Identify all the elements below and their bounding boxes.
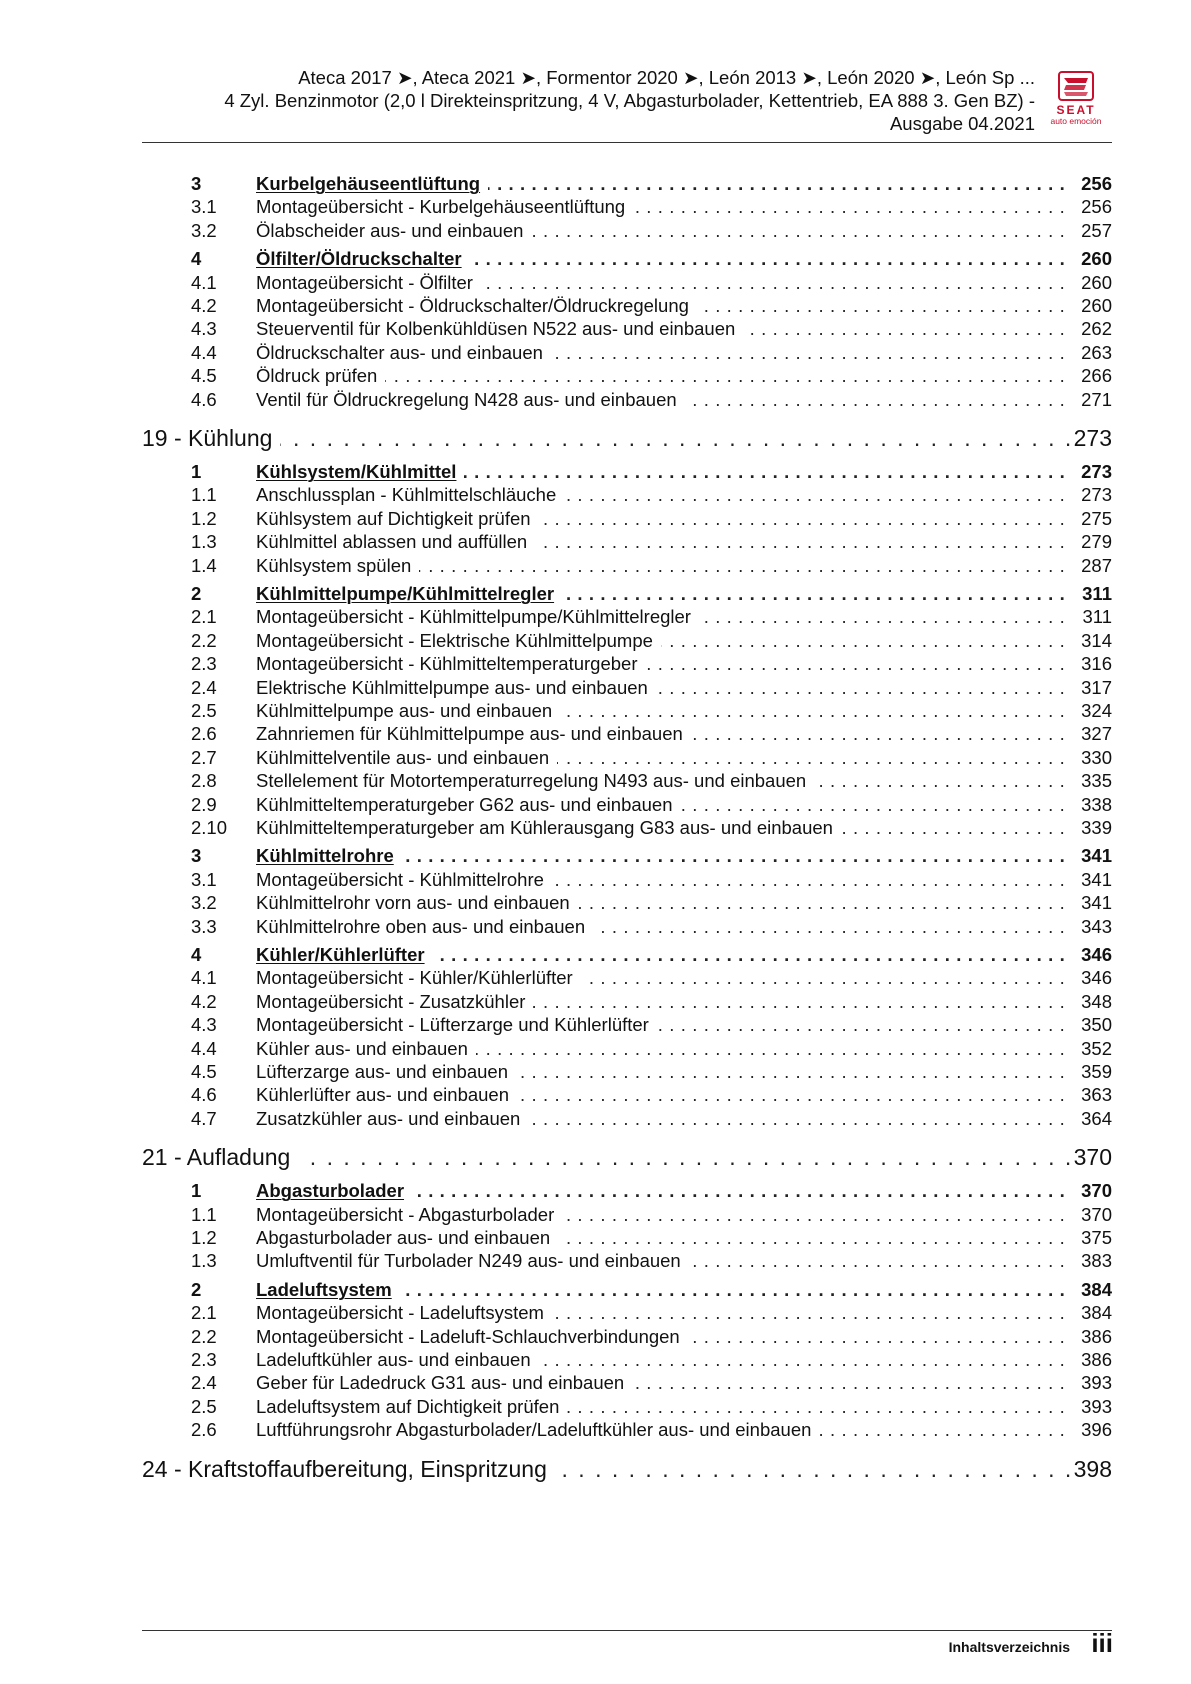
toc-page-number: 384 bbox=[1081, 1278, 1112, 1300]
toc-number: 2.2 bbox=[191, 1325, 217, 1347]
toc-title-text: Kühlmitteltemperaturgeber am Kühlerausgang G83 aus- und einbauen bbox=[256, 817, 841, 838]
toc-page-number: 273 bbox=[1081, 461, 1112, 482]
toc-page-number: 314 bbox=[1081, 629, 1112, 651]
toc-page-number: 363 bbox=[1081, 1084, 1112, 1106]
toc-page-number: 341 bbox=[1081, 892, 1112, 914]
toc-number: 4 bbox=[191, 944, 202, 965]
toc-number: 1.4 bbox=[191, 554, 217, 576]
toc-title bbox=[256, 722, 1071, 746]
toc-entry[interactable] bbox=[0, 507, 1191, 531]
toc-page-number: 260 bbox=[1081, 295, 1112, 316]
toc-number: 2.8 bbox=[191, 770, 217, 792]
toc-page-number: 364 bbox=[1081, 1107, 1112, 1129]
toc-number: 4.6 bbox=[191, 388, 217, 410]
header-engine: 4 Zyl. Benzinmotor (2,0 l Direkteinspritzung, 4 V, Abgasturbolader, Kettentrieb, EA 888 3. Gen BZ) - bbox=[224, 90, 1035, 111]
toc-entry[interactable] bbox=[0, 652, 1191, 676]
toc-section[interactable] bbox=[0, 172, 1191, 196]
toc-number: 4.4 bbox=[191, 1037, 217, 1059]
toc-number: 3.1 bbox=[191, 868, 217, 890]
toc-title-text: Kühlmittelrohre bbox=[256, 845, 402, 866]
toc-number: 1.1 bbox=[191, 1203, 217, 1225]
toc-title bbox=[256, 746, 1071, 770]
toc-title bbox=[256, 1179, 1071, 1203]
toc-entry[interactable] bbox=[0, 676, 1191, 700]
toc-title-text: Montageübersicht - Ölfilter bbox=[256, 272, 481, 293]
seat-s-icon bbox=[1056, 70, 1096, 102]
toc-number: 4.3 bbox=[191, 1014, 217, 1036]
toc-title-text: Ladeluftsystem bbox=[256, 1279, 400, 1300]
toc-section[interactable] bbox=[0, 844, 1191, 868]
toc-title-text: Montageübersicht - Abgasturbolader bbox=[256, 1204, 562, 1225]
toc-entry[interactable] bbox=[0, 1203, 1191, 1227]
toc-title-text: Montageübersicht - Kühlmittelpumpe/Kühlmittelregler bbox=[256, 606, 699, 627]
toc-title-text: Ventil für Öldruckregelung N428 aus- und einbauen bbox=[256, 389, 685, 410]
toc-title-text: Kühler aus- und einbauen bbox=[256, 1038, 476, 1059]
toc-title bbox=[256, 966, 1071, 990]
toc-title-text: Kühlsystem/Kühlmittel bbox=[256, 461, 464, 482]
toc-title bbox=[256, 816, 1071, 840]
toc-page-number: 263 bbox=[1081, 341, 1112, 363]
toc-title bbox=[256, 891, 1071, 915]
toc-entry[interactable] bbox=[0, 1060, 1191, 1084]
toc-entry[interactable] bbox=[0, 1013, 1191, 1037]
toc-title-text: Steuerventil für Kolbenkühldüsen N522 aus- und einbauen bbox=[256, 318, 743, 339]
toc-page-number: 257 bbox=[1081, 219, 1112, 241]
toc-title-text: Lüfterzarge aus- und einbauen bbox=[256, 1061, 516, 1082]
toc-title-text: Kühlsystem spülen bbox=[256, 555, 419, 576]
toc-title bbox=[256, 1083, 1071, 1107]
toc-title bbox=[256, 629, 1071, 653]
toc-number: 3 bbox=[191, 173, 202, 194]
toc-page-number: 386 bbox=[1081, 1349, 1112, 1370]
toc-number: 4.5 bbox=[191, 365, 217, 387]
toc-entry[interactable] bbox=[0, 746, 1191, 770]
toc-title-text: Montageübersicht - Ladeluft-Schlauchverbindungen bbox=[256, 1326, 688, 1347]
toc-title-text: Montageübersicht - Zusatzkühler bbox=[256, 991, 533, 1012]
toc-number: 3.1 bbox=[191, 196, 217, 218]
toc-page-number: 341 bbox=[1081, 868, 1112, 890]
toc-title-text: Zahnriemen für Kühlmittelpumpe aus- und einbauen bbox=[256, 723, 691, 744]
toc-page-number: 279 bbox=[1081, 531, 1112, 553]
toc-title bbox=[256, 1226, 1071, 1250]
toc-title bbox=[256, 1418, 1071, 1442]
toc-title bbox=[256, 294, 1071, 318]
toc-entry[interactable] bbox=[0, 195, 1191, 219]
toc-page-number: 287 bbox=[1081, 554, 1112, 576]
toc-page-number: 398 bbox=[1073, 1455, 1112, 1482]
toc-entry[interactable] bbox=[0, 915, 1191, 939]
logo-brand: SEAT bbox=[1056, 103, 1096, 117]
toc-title bbox=[256, 219, 1071, 243]
toc-title-text: Anschlussplan - Kühlmittelschläuche bbox=[256, 484, 564, 505]
toc-page-number: 375 bbox=[1081, 1227, 1112, 1248]
toc-page-number: 335 bbox=[1081, 770, 1112, 792]
toc-title-text: Geber für Ladedruck G31 aus- und einbauen bbox=[256, 1372, 632, 1393]
toc-page-number: 393 bbox=[1081, 1395, 1112, 1417]
toc-entry[interactable] bbox=[0, 769, 1191, 793]
toc-page-number: 256 bbox=[1081, 196, 1112, 218]
toc-chapter[interactable] bbox=[0, 1454, 1191, 1484]
footer-rule bbox=[142, 1630, 1112, 1631]
toc-number: 2 bbox=[191, 1278, 202, 1300]
toc-entry[interactable] bbox=[0, 629, 1191, 653]
page-header bbox=[140, 66, 1035, 135]
toc-title-text: Kühlmittelpumpe aus- und einbauen bbox=[256, 700, 560, 721]
toc-title-text: Kühlmittelrohr vorn aus- und einbauen bbox=[256, 892, 578, 913]
toc-title bbox=[256, 195, 1071, 219]
toc-entry[interactable] bbox=[0, 1083, 1191, 1107]
toc-number: 2.7 bbox=[191, 746, 217, 768]
footer-page-number: iii bbox=[1091, 1628, 1113, 1658]
toc-title bbox=[256, 652, 1071, 676]
toc-chapter[interactable] bbox=[0, 1142, 1191, 1172]
toc-title bbox=[256, 1107, 1071, 1131]
toc-title bbox=[256, 1348, 1071, 1372]
toc-entry[interactable] bbox=[0, 317, 1191, 341]
toc-entry[interactable] bbox=[0, 341, 1191, 365]
toc-entry[interactable] bbox=[0, 483, 1191, 507]
toc-page-number: 393 bbox=[1081, 1372, 1112, 1394]
toc-title-text: Stellelement für Motortemperaturregelung N493 aus- und einbauen bbox=[256, 770, 814, 791]
toc-entry[interactable] bbox=[0, 699, 1191, 723]
toc-entry[interactable] bbox=[0, 1325, 1191, 1349]
toc-title-text: Montageübersicht - Elektrische Kühlmittelpumpe bbox=[256, 630, 661, 651]
toc-title bbox=[142, 1454, 1071, 1484]
toc-number: 2.10 bbox=[191, 817, 228, 838]
toc-number: 2.6 bbox=[191, 1419, 217, 1441]
toc-title-text: Umluftventil für Turbolader N249 aus- und einbauen bbox=[256, 1250, 689, 1271]
toc-number: 1.2 bbox=[191, 507, 217, 529]
toc-entry[interactable] bbox=[0, 1301, 1191, 1325]
toc-entry[interactable] bbox=[0, 793, 1191, 817]
toc-title bbox=[256, 507, 1071, 531]
toc-page-number: 370 bbox=[1081, 1203, 1112, 1225]
toc-title bbox=[256, 1301, 1071, 1325]
toc-entry[interactable] bbox=[0, 990, 1191, 1014]
toc-title bbox=[256, 460, 1071, 484]
toc-title bbox=[256, 483, 1071, 507]
toc-title bbox=[256, 247, 1071, 271]
toc-section[interactable] bbox=[0, 1179, 1191, 1203]
toc-entry[interactable] bbox=[0, 1249, 1191, 1273]
toc-page-number: 396 bbox=[1081, 1419, 1112, 1441]
toc-entry[interactable] bbox=[0, 530, 1191, 554]
toc-title-text: Kühlmitteltemperaturgeber G62 aus- und einbauen bbox=[256, 794, 681, 815]
toc-number: 2.1 bbox=[191, 606, 217, 628]
toc-number: 2.2 bbox=[191, 629, 217, 651]
toc-number: 2.6 bbox=[191, 723, 217, 745]
toc-title-text: Kühlmittelrohre oben aus- und einbauen bbox=[256, 916, 593, 937]
toc-number: 3.3 bbox=[191, 915, 217, 937]
toc-number: 4.2 bbox=[191, 990, 217, 1012]
toc-page-number: 341 bbox=[1081, 845, 1112, 867]
toc-entry[interactable] bbox=[0, 554, 1191, 578]
toc-entry[interactable] bbox=[0, 1226, 1191, 1250]
toc-number: 4.6 bbox=[191, 1084, 217, 1106]
toc-title-text: Ladeluftsystem auf Dichtigkeit prüfen bbox=[256, 1396, 567, 1417]
toc-title bbox=[256, 554, 1071, 578]
toc-title-text: Kühlmittelpumpe/Kühlmittelregler bbox=[256, 583, 562, 604]
toc-page-number: 352 bbox=[1081, 1037, 1112, 1059]
toc-number: 4.1 bbox=[191, 271, 217, 293]
toc-number: 2.3 bbox=[191, 653, 217, 675]
toc-section[interactable] bbox=[0, 943, 1191, 967]
toc-section[interactable] bbox=[0, 460, 1191, 484]
toc-page-number: 327 bbox=[1081, 723, 1112, 745]
toc-title bbox=[256, 699, 1071, 723]
toc-page-number: 260 bbox=[1081, 271, 1112, 293]
toc-page-number: 317 bbox=[1081, 676, 1112, 698]
toc-page-number: 346 bbox=[1081, 967, 1112, 989]
toc-title bbox=[256, 271, 1071, 295]
toc-number: 2.3 bbox=[191, 1349, 217, 1370]
toc-title-text: Montageübersicht - Kühler/Kühlerlüfter bbox=[256, 967, 581, 988]
toc-title-text: Kühler/Kühlerlüfter bbox=[256, 944, 433, 965]
toc-title bbox=[256, 769, 1071, 793]
toc-page-number: 311 bbox=[1082, 606, 1112, 628]
toc-title bbox=[256, 172, 1071, 196]
toc-number: 2 bbox=[191, 583, 202, 604]
toc-number: 4.3 bbox=[191, 318, 217, 340]
toc-page-number: 346 bbox=[1081, 944, 1112, 965]
toc-entry[interactable] bbox=[0, 605, 1191, 629]
toc-title bbox=[256, 990, 1071, 1014]
logo-tagline: auto emoción bbox=[1050, 116, 1102, 126]
toc-title-text: Abgasturbolader aus- und einbauen bbox=[256, 1227, 558, 1248]
toc-page-number: 273 bbox=[1081, 484, 1112, 506]
toc-title-text: Kühlmittel ablassen und auffüllen bbox=[256, 531, 535, 552]
toc-page-number: 370 bbox=[1073, 1144, 1112, 1171]
toc-number: 2.5 bbox=[191, 700, 217, 721]
toc-title bbox=[256, 868, 1071, 892]
toc-number: 1.3 bbox=[191, 1250, 217, 1272]
toc-page-number: 262 bbox=[1081, 318, 1112, 340]
toc-title-text: Montageübersicht - Kühlmitteltemperaturgeber bbox=[256, 653, 646, 674]
toc-title bbox=[256, 582, 1071, 606]
seat-logo bbox=[1040, 70, 1112, 130]
toc-page-number: 256 bbox=[1081, 173, 1112, 194]
toc-title bbox=[256, 793, 1071, 817]
toc-number: 3 bbox=[191, 845, 202, 867]
toc-chapter[interactable] bbox=[0, 423, 1191, 453]
toc-title bbox=[256, 364, 1071, 388]
header-rule bbox=[142, 142, 1112, 143]
toc-title-text: Elektrische Kühlmittelpumpe aus- und einbauen bbox=[256, 677, 656, 698]
toc-number: 1.1 bbox=[191, 484, 217, 506]
toc-title-text: Montageübersicht - Kühlmittelrohre bbox=[256, 869, 552, 890]
footer-label: Inhaltsverzeichnis bbox=[948, 1639, 1070, 1655]
toc-title bbox=[256, 1395, 1071, 1419]
toc-entry[interactable] bbox=[0, 271, 1191, 295]
toc-number: 1 bbox=[191, 461, 202, 482]
toc-page-number: 383 bbox=[1081, 1250, 1112, 1272]
toc-number: 1.3 bbox=[191, 531, 217, 553]
toc-page-number: 348 bbox=[1081, 990, 1112, 1012]
toc-entry[interactable] bbox=[0, 1371, 1191, 1395]
toc-title-text: Montageübersicht - Ladeluftsystem bbox=[256, 1302, 552, 1323]
toc-title-text: Montageübersicht - Öldruckschalter/Öldruckregelung bbox=[256, 295, 697, 316]
toc-title-text: 21 - Aufladung bbox=[142, 1144, 298, 1170]
toc-title bbox=[256, 844, 1071, 868]
toc-number: 4.4 bbox=[191, 341, 217, 363]
toc-page-number: 370 bbox=[1081, 1180, 1112, 1202]
toc-page-number: 386 bbox=[1081, 1325, 1112, 1347]
toc-page-number: 324 bbox=[1081, 700, 1112, 721]
toc-title bbox=[256, 341, 1071, 365]
toc-entry[interactable] bbox=[0, 722, 1191, 746]
toc-title bbox=[256, 388, 1071, 412]
toc-title-text: Montageübersicht - Lüfterzarge und Kühlerlüfter bbox=[256, 1014, 657, 1035]
toc-section[interactable] bbox=[0, 582, 1191, 606]
toc-entry[interactable] bbox=[0, 364, 1191, 388]
toc-title-text: Luftführungsrohr Abgasturbolader/Ladeluftkühler aus- und einbauen bbox=[256, 1419, 819, 1440]
toc-title bbox=[256, 943, 1071, 967]
toc-title bbox=[256, 1371, 1071, 1395]
toc-title-text: Kühlerlüfter aus- und einbauen bbox=[256, 1084, 517, 1105]
toc-title bbox=[256, 605, 1071, 629]
toc-page-number: 343 bbox=[1081, 915, 1112, 937]
toc-title bbox=[256, 1249, 1071, 1273]
toc-number: 3.2 bbox=[191, 892, 217, 914]
toc-title-text: Ladeluftkühler aus- und einbauen bbox=[256, 1349, 539, 1370]
toc-entry[interactable] bbox=[0, 966, 1191, 990]
toc-entry[interactable] bbox=[0, 1348, 1191, 1372]
toc-page-number: 260 bbox=[1081, 248, 1112, 270]
toc-title bbox=[256, 530, 1071, 554]
toc-title-text: Ölfilter/Öldruckschalter bbox=[256, 248, 470, 269]
toc-entry[interactable] bbox=[0, 816, 1191, 840]
toc-page-number: 316 bbox=[1081, 653, 1112, 675]
toc-entry[interactable] bbox=[0, 1395, 1191, 1419]
toc-title bbox=[256, 1060, 1071, 1084]
toc-title bbox=[256, 676, 1071, 700]
toc-page-number: 273 bbox=[1073, 425, 1112, 451]
toc-title bbox=[256, 1278, 1071, 1302]
toc-title bbox=[256, 915, 1071, 939]
toc-number: 4.5 bbox=[191, 1061, 217, 1082]
header-models: Ateca 2017 ➤, Ateca 2021 ➤, Formentor 2020 ➤, León 2013 ➤, León 2020 ➤, León Sp ... bbox=[298, 67, 1035, 88]
toc-title-text: Öldruckschalter aus- und einbauen bbox=[256, 342, 551, 363]
toc-title-text: Abgasturbolader bbox=[256, 1180, 412, 1201]
toc-number: 4.2 bbox=[191, 295, 217, 316]
toc-title bbox=[142, 1142, 1071, 1172]
toc-entry[interactable] bbox=[0, 1418, 1191, 1442]
toc-entry[interactable] bbox=[0, 1037, 1191, 1061]
toc-number: 2.4 bbox=[191, 1372, 217, 1394]
toc-page-number: 350 bbox=[1081, 1014, 1112, 1036]
toc-title bbox=[142, 423, 1071, 453]
toc-entry[interactable] bbox=[0, 219, 1191, 243]
toc-entry[interactable] bbox=[0, 1107, 1191, 1131]
toc-page-number: 311 bbox=[1082, 583, 1112, 604]
toc-title-text: Zusatzkühler aus- und einbauen bbox=[256, 1108, 528, 1129]
toc-title-text: Öldruck prüfen bbox=[256, 365, 385, 386]
toc-title bbox=[256, 1203, 1071, 1227]
toc-number: 3.2 bbox=[191, 219, 217, 241]
toc-entry[interactable] bbox=[0, 868, 1191, 892]
toc-number: 1 bbox=[191, 1180, 202, 1202]
toc-title bbox=[256, 1037, 1071, 1061]
toc-number: 4 bbox=[191, 248, 202, 270]
toc-number: 4.7 bbox=[191, 1107, 217, 1129]
toc-entry[interactable] bbox=[0, 388, 1191, 412]
toc-entry[interactable] bbox=[0, 891, 1191, 915]
toc-number: 4.1 bbox=[191, 967, 217, 989]
toc-section[interactable] bbox=[0, 247, 1191, 271]
toc-title bbox=[256, 1013, 1071, 1037]
toc-page-number: 330 bbox=[1081, 746, 1112, 768]
toc-page-number: 384 bbox=[1081, 1302, 1112, 1324]
toc-title-text: Ölabscheider aus- und einbauen bbox=[256, 220, 531, 241]
toc-number: 2.9 bbox=[191, 793, 217, 815]
toc-page-number: 266 bbox=[1081, 365, 1112, 387]
toc-title-text: 19 - Kühlung bbox=[142, 425, 280, 451]
toc-number: 2.1 bbox=[191, 1302, 217, 1324]
toc-number: 2.5 bbox=[191, 1395, 217, 1417]
toc-title bbox=[256, 317, 1071, 341]
toc-title-text: Montageübersicht - Kurbelgehäuseentlüftung bbox=[256, 196, 633, 217]
toc-title-text: Kühlsystem auf Dichtigkeit prüfen bbox=[256, 508, 539, 529]
header-edition: Ausgabe 04.2021 bbox=[889, 113, 1035, 134]
toc-title-text: Kühlmittelventile aus- und einbauen bbox=[256, 747, 557, 768]
toc-title-text: Kurbelgehäuseentlüftung bbox=[256, 173, 488, 194]
toc-page-number: 359 bbox=[1081, 1061, 1112, 1082]
toc-title-text: 24 - Kraftstoffaufbereitung, Einspritzung bbox=[142, 1456, 555, 1482]
toc-title bbox=[256, 1325, 1071, 1349]
toc-entry[interactable] bbox=[0, 294, 1191, 318]
toc-page-number: 271 bbox=[1081, 388, 1112, 410]
toc-number: 1.2 bbox=[191, 1227, 217, 1248]
toc-number: 2.4 bbox=[191, 676, 217, 698]
toc-page-number: 339 bbox=[1081, 817, 1112, 838]
toc-page-number: 275 bbox=[1081, 507, 1112, 529]
toc-section[interactable] bbox=[0, 1278, 1191, 1302]
toc-page-number: 338 bbox=[1081, 793, 1112, 815]
